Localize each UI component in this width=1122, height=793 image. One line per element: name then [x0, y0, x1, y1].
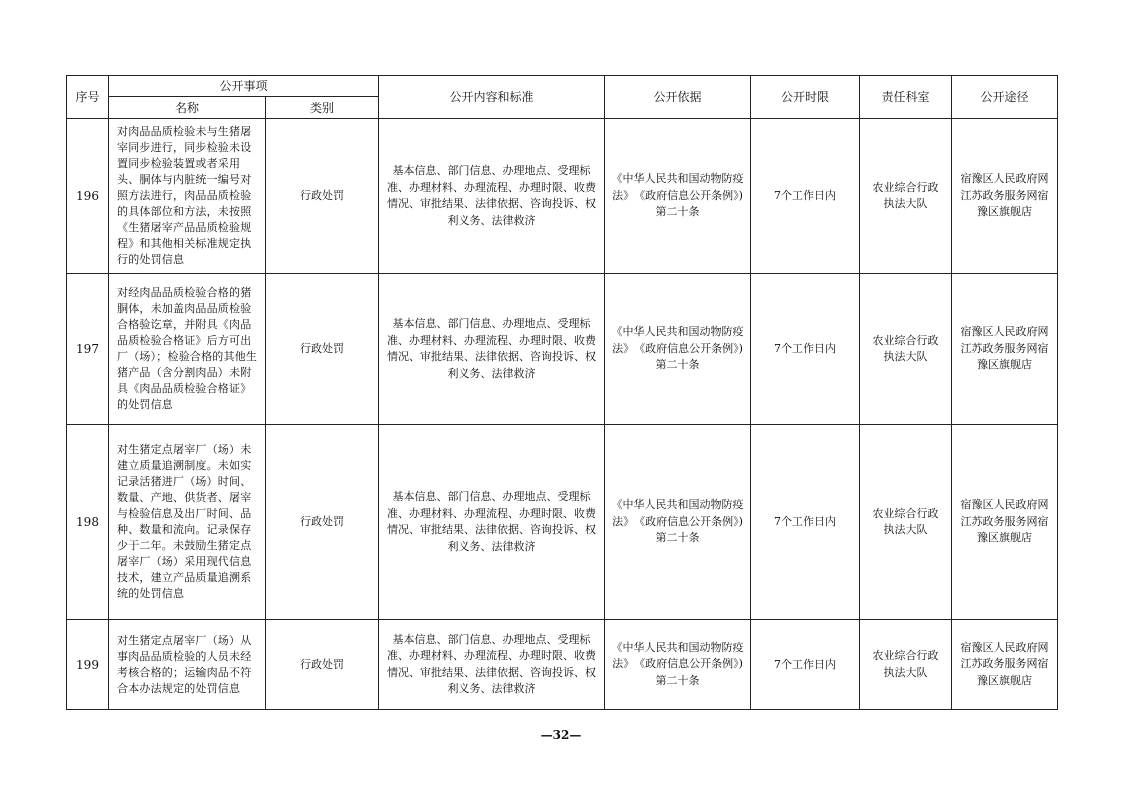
row-route: 宿豫区人民政府网江苏政务服务网宿豫区旗舰店	[952, 274, 1058, 425]
row-seq: 198	[67, 425, 109, 620]
row-category: 行政处罚	[266, 119, 379, 274]
row-seq: 199	[67, 620, 109, 710]
table-row	[67, 119, 1058, 274]
row-department: 农业综合行政执法大队	[860, 620, 952, 710]
header-content: 公开内容和标准	[379, 76, 605, 119]
header-seq: 序号	[67, 76, 109, 119]
disclosure-table	[66, 75, 1058, 710]
row-route: 宿豫区人民政府网江苏政务服务网宿豫区旗舰店	[952, 119, 1058, 274]
row-route: 宿豫区人民政府网江苏政务服务网宿豫区旗舰店	[952, 620, 1058, 710]
row-content: 基本信息、部门信息、办理地点、受理标准、办理材料、办理流程、办理时限、收费情况、审批结果、法律依据、咨询投诉、权利义务、法律救济	[379, 119, 605, 274]
table-row	[67, 620, 1058, 710]
header-basis: 公开依据	[605, 76, 751, 119]
row-time-limit: 7个工作日内	[751, 274, 860, 425]
header-department: 责任科室	[860, 76, 952, 119]
header-route: 公开途径	[952, 76, 1058, 119]
row-basis: 《中华人民共和国动物防疫法》 《政府信息公开条例》)第二十条	[605, 620, 751, 710]
row-department: 农业综合行政执法大队	[860, 274, 952, 425]
row-name: 对经肉品品质检验合格的猪胴体，未加盖肉品品质检验合格验讫章，并附具《肉品品质检验合格证》后方可出厂（场）；检验合格的其他生猪产品（含分割肉品）未附具《肉品品质检验合格证》的处罚信息	[109, 274, 266, 425]
row-basis: 《中华人民共和国动物防疫法》 《政府信息公开条例》)第二十条	[605, 119, 751, 274]
row-content: 基本信息、部门信息、办理地点、受理标准、办理材料、办理流程、办理时限、收费情况、审批结果、法律依据、咨询投诉、权利义务、法律救济	[379, 620, 605, 710]
row-time-limit: 7个工作日内	[751, 425, 860, 620]
table-row	[67, 274, 1058, 425]
header-group: 公开事项	[109, 76, 379, 97]
row-content: 基本信息、部门信息、办理地点、受理标准、办理材料、办理流程、办理时限、收费情况、审批结果、法律依据、咨询投诉、权利义务、法律救济	[379, 274, 605, 425]
row-seq: 196	[67, 119, 109, 274]
header-category: 类别	[266, 97, 379, 119]
row-seq: 197	[67, 274, 109, 425]
row-name: 对生猪定点屠宰厂（场）未建立质量追溯制度。未如实记录活猪进厂（场）时间、数量、产地、供货者、屠宰与检验信息及出厂时间、品种、数量和流向。记录保存少于二年。未鼓励生猪定点屠宰厂（场）采用现代信息技术，建立产品质量追溯系统的处罚信息	[109, 425, 266, 620]
row-category: 行政处罚	[266, 425, 379, 620]
row-name: 对肉品品质检验未与生猪屠宰同步进行，同步检验未设置同步检验装置或者采用头、胴体与内脏统一编号对照方法进行，肉品品质检验的具体部位和方法，未按照《生猪屠宰产品品质检验规程》和其他相关标准规定执行的处罚信息	[109, 119, 266, 274]
page-number: —32—	[540, 728, 582, 742]
row-department: 农业综合行政执法大队	[860, 425, 952, 620]
row-basis: 《中华人民共和国动物防疫法》 《政府信息公开条例》)第二十条	[605, 425, 751, 620]
row-route: 宿豫区人民政府网江苏政务服务网宿豫区旗舰店	[952, 425, 1058, 620]
row-basis: 《中华人民共和国动物防疫法》 《政府信息公开条例》)第二十条	[605, 274, 751, 425]
row-department: 农业综合行政执法大队	[860, 119, 952, 274]
row-category: 行政处罚	[266, 274, 379, 425]
header-time-limit: 公开时限	[751, 76, 860, 119]
row-category: 行政处罚	[266, 620, 379, 710]
row-time-limit: 7个工作日内	[751, 620, 860, 710]
table-row	[67, 425, 1058, 620]
header-name: 名称	[109, 97, 266, 119]
row-time-limit: 7个工作日内	[751, 119, 860, 274]
row-name: 对生猪定点屠宰厂（场）从事肉品品质检验的人员未经考核合格的；运输肉品不符合本办法规定的处罚信息	[109, 620, 266, 710]
row-content: 基本信息、部门信息、办理地点、受理标准、办理材料、办理流程、办理时限、收费情况、审批结果、法律依据、咨询投诉、权利义务、法律救济	[379, 425, 605, 620]
